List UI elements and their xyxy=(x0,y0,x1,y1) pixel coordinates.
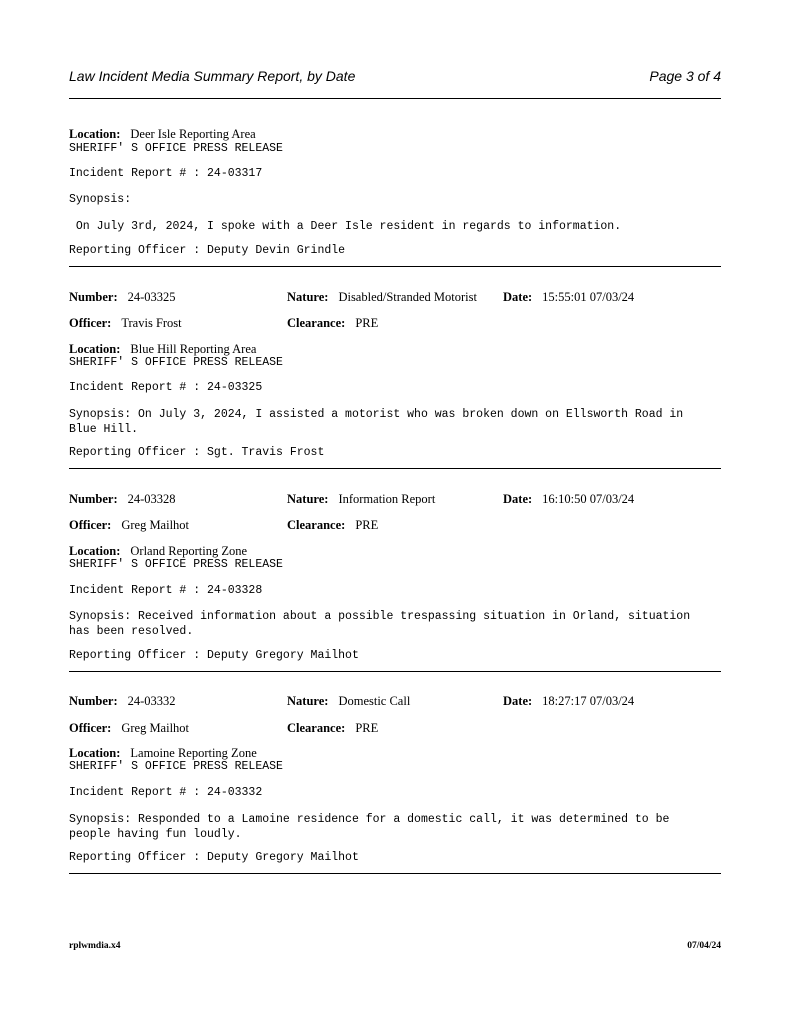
report-title: Law Incident Media Summary Report, by Date xyxy=(69,68,356,84)
synopsis: On July 3rd, 2024, I spoke with a Deer Isle resident in regards to information. xyxy=(69,220,622,233)
page-number: Page 3 of 4 xyxy=(649,68,721,84)
reporting-officer: Reporting Officer : Sgt. Travis Frost xyxy=(69,446,325,459)
incident-report: Incident Report # : 24-03328 xyxy=(69,584,263,597)
nature-field xyxy=(287,490,435,508)
officer-field xyxy=(69,719,189,737)
record-divider xyxy=(69,266,721,267)
date-label: Date: xyxy=(503,694,533,708)
incident-report: Incident Report # : 24-03325 xyxy=(69,381,263,394)
location-row xyxy=(69,125,256,143)
officer-value: Greg Mailhot xyxy=(121,518,190,532)
nature-value: Domestic Call xyxy=(338,694,411,708)
nature-value: Disabled/Stranded Motorist xyxy=(338,290,477,304)
date-field xyxy=(503,288,634,306)
nature-label: Nature: xyxy=(287,290,329,304)
press-release: SHERIFF' S OFFICE PRESS RELEASE xyxy=(69,760,283,773)
record-divider xyxy=(69,671,721,672)
press-release: SHERIFF' S OFFICE PRESS RELEASE xyxy=(69,356,283,369)
synopsis: Synopsis: On July 3, 2024, I assisted a motorist who was broken down on Ellsworth Road in Blue Hill. xyxy=(69,408,684,436)
date-value: 18:27:17 07/03/24 xyxy=(542,694,635,708)
number-label: Number: xyxy=(69,694,118,708)
location-label: Location: xyxy=(69,127,121,141)
synopsis: Synopsis: Received information about a possible trespassing situation in Orland, situation has been resolved. xyxy=(69,610,691,638)
clearance-field xyxy=(287,314,378,332)
officer-label: Officer: xyxy=(69,721,112,735)
reporting-officer: Reporting Officer : Deputy Gregory Mailhot xyxy=(69,649,359,662)
officer-value: Greg Mailhot xyxy=(121,721,190,735)
nature-field xyxy=(287,692,410,710)
clearance-label: Clearance: xyxy=(287,721,346,735)
press-release: SHERIFF' S OFFICE PRESS RELEASE xyxy=(69,558,283,571)
clearance-field xyxy=(287,516,378,534)
footer-report-code: rplwmdia.x4 xyxy=(69,941,121,951)
date-value: 15:55:01 07/03/24 xyxy=(542,290,635,304)
date-field xyxy=(503,692,634,710)
nature-label: Nature: xyxy=(287,492,329,506)
nature-field xyxy=(287,288,477,306)
number-field xyxy=(69,490,176,508)
clearance-label: Clearance: xyxy=(287,518,346,532)
location-value: Deer Isle Reporting Area xyxy=(130,127,256,141)
date-label: Date: xyxy=(503,290,533,304)
location-value: Orland Reporting Zone xyxy=(130,544,248,558)
incident-report: Incident Report # : 24-03317 xyxy=(69,167,263,180)
clearance-label: Clearance: xyxy=(287,316,346,330)
nature-label: Nature: xyxy=(287,694,329,708)
number-value: 24-03332 xyxy=(127,694,176,708)
clearance-value: PRE xyxy=(355,721,379,735)
date-value: 16:10:50 07/03/24 xyxy=(542,492,635,506)
record-divider xyxy=(69,468,721,469)
officer-field xyxy=(69,314,182,332)
footer-date: 07/04/24 xyxy=(687,941,721,951)
reporting-officer: Reporting Officer : Deputy Devin Grindle xyxy=(69,244,346,257)
location-value: Blue Hill Reporting Area xyxy=(130,342,257,356)
clearance-value: PRE xyxy=(355,518,379,532)
officer-label: Officer: xyxy=(69,518,112,532)
clearance-value: PRE xyxy=(355,316,379,330)
incident-report: Incident Report # : 24-03332 xyxy=(69,786,263,799)
location-value: Lamoine Reporting Zone xyxy=(130,746,257,760)
nature-value: Information Report xyxy=(338,492,436,506)
location-label: Location: xyxy=(69,342,121,356)
officer-label: Officer: xyxy=(69,316,112,330)
number-field xyxy=(69,288,176,306)
officer-field xyxy=(69,516,189,534)
number-value: 24-03328 xyxy=(127,492,176,506)
header-rule xyxy=(69,98,721,99)
number-field xyxy=(69,692,176,710)
reporting-officer: Reporting Officer : Deputy Gregory Mailhot xyxy=(69,851,359,864)
clearance-field xyxy=(287,719,378,737)
number-value: 24-03325 xyxy=(127,290,176,304)
number-label: Number: xyxy=(69,290,118,304)
location-label: Location: xyxy=(69,746,121,760)
date-field xyxy=(503,490,634,508)
number-label: Number: xyxy=(69,492,118,506)
record-divider xyxy=(69,873,721,874)
synopsis: Synopsis: Responded to a Lamoine residence for a domestic call, it was determined to be people having fun loudly. xyxy=(69,813,670,841)
officer-value: Travis Frost xyxy=(121,316,182,330)
date-label: Date: xyxy=(503,492,533,506)
press-release: SHERIFF' S OFFICE PRESS RELEASE xyxy=(69,142,283,155)
synopsis-label: Synopsis: xyxy=(69,193,132,206)
location-label: Location: xyxy=(69,544,121,558)
